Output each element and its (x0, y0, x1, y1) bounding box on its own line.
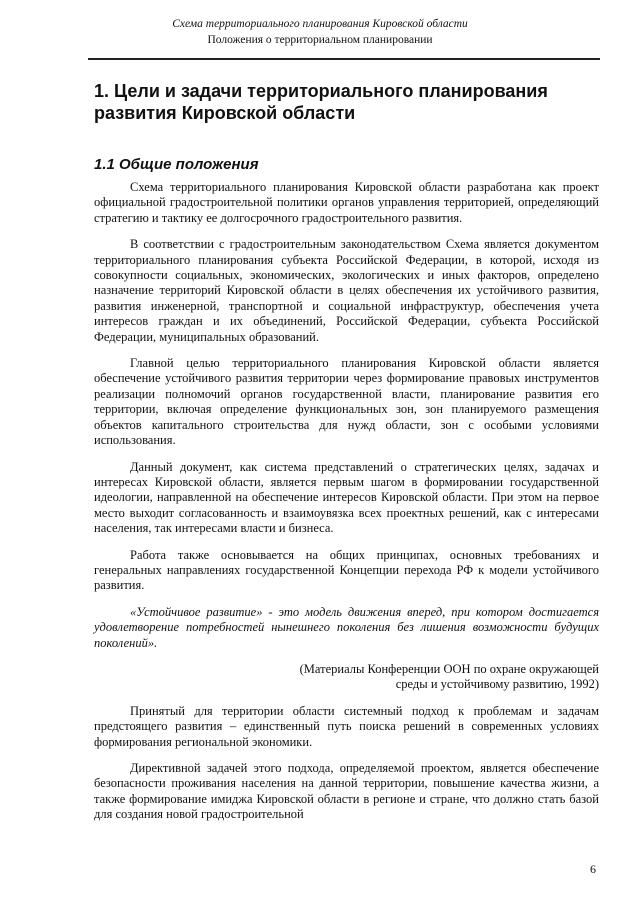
quote-source (94, 662, 599, 693)
header-document-title: Схема территориального планирования Кировской области (172, 18, 468, 30)
paragraph: Данный документ, как система представлений о стратегических целях, задачах и интересах Кировской области, является первым шагом в формировании государственной идеологии, направленной на обеспечение интересов Кировской области. При этом на первое место выходит согласованность и взаимоувязка всех проектных решений, как с интересами населения, так интересами власти и бизнеса. (94, 459, 599, 536)
section-heading: 1. Цели и задачи территориального планирования развития Кировской области (94, 81, 548, 123)
quote-source-line: среды и устойчивому развитию, 1992) (395, 677, 599, 692)
quote-paragraph: «Устойчивое развитие» - это модель движения вперед, при котором достигается удовлетворение потребностей нынешнего поколения без лишения возможности будущих поколений». (94, 604, 599, 650)
paragraph: Директивной задачей этого подхода, определяемой проектом, является обеспечение безопасности проживания населения на данной территории, повышение качества жизни, а также формирование имиджа Кировской области в регионе и стране, что должно стать базой для создания новой градостроительной (94, 761, 599, 822)
paragraph: Принятый для территории области системный подход к проблемам и задачам предстоящего развития – единственный путь поиска решений в современных условиях формирования региональной экономики. (94, 703, 599, 749)
page-content (94, 80, 599, 834)
page-number: 6 (590, 862, 596, 876)
paragraph: Работа также основывается на общих принципах, основных требованиях и генеральных направлениях государственной Концепции перехода РФ к модели устойчивого развития. (94, 547, 599, 593)
running-header (40, 16, 600, 48)
header-section-title: Положения о территориальном планировании (207, 34, 433, 46)
subsection-heading: 1.1 Общие положения (94, 156, 259, 173)
quote-source-line: (Материалы Конференции ООН по охране окружающей (299, 661, 599, 676)
paragraph: Схема территориального планирования Кировской области разработана как проект официальной градостроительной политики органов управления территорией, определяющий стратегию и тактику ее долгосрочного градостроительного развития. (94, 180, 599, 225)
paragraph: В соответствии с градостроительным законодательством Схема является документом территориального планирования субъекта Российской Федерации, в которой, исходя из совокупности социальных, экономических, экологических и иных факторов, определено назначение территорий Кировской области в целях обеспечения их устойчивого развития, развития инженерной, транспортной и социальной инфраструктур, обеспечения учета интересов граждан и их объединений, Российской Федерации, субъекта Российской Федерации, муниципальных образований. (94, 237, 599, 344)
paragraph: Главной целью территориального планирования Кировской области является обеспечение устойчивого развития территории через формирование правовых инструментов реализации полномочий органов государственной власти, планирование развития его территории, включая определение функциональных зон, зон планируемого размещения объектов капитального строительства для нужд области, зон с особыми условиями использования. (94, 356, 599, 448)
header-divider (88, 58, 600, 60)
